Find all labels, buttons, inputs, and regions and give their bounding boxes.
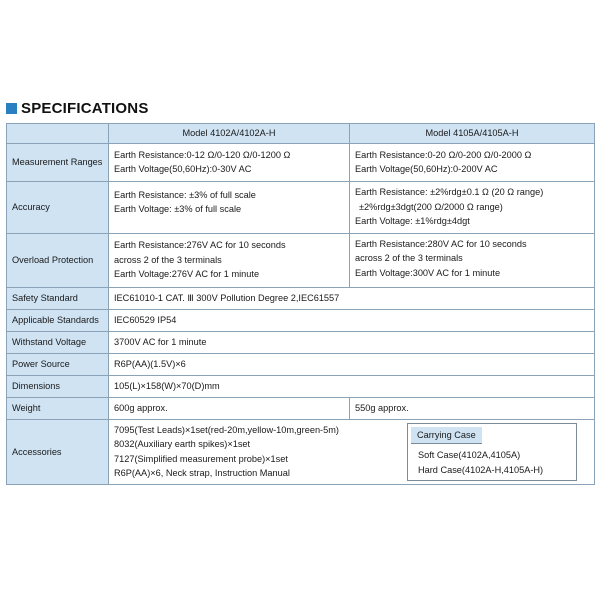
list-item: Soft Case(4102A,4105A) [418, 450, 521, 460]
value-line: across 2 of the 3 terminals [114, 254, 222, 265]
value-line: Earth Voltage: ±3% of full scale [114, 204, 242, 214]
value-line: Earth Voltage:276V AC for 1 minute [114, 269, 260, 280]
table-row [7, 375, 595, 397]
row-label: Accuracy [7, 181, 109, 233]
value-cell [109, 181, 350, 233]
list-item: R6P(AA)×6, Neck strap, Instruction Manual [114, 468, 290, 478]
value-line: Earth Resistance: ±3% of full scale [114, 189, 256, 200]
value-cell: R6P(AA)(1.5V)×6 [109, 353, 595, 375]
row-label: Power Source [7, 353, 109, 375]
value-cell: 550g approx. [350, 397, 595, 419]
value-line: Earth Resistance:276V AC for 10 seconds [114, 240, 286, 251]
value-line: Earth Voltage: ±1%rdg±4dgt [355, 216, 470, 227]
carrying-case-box [407, 423, 577, 482]
row-label: Dimensions [7, 375, 109, 397]
row-label: Safety Standard [7, 287, 109, 309]
heading-text: SPECIFICATIONS [21, 100, 149, 117]
value-cell: 105(L)×158(W)×70(D)mm [109, 375, 595, 397]
value-line: Earth Voltage(50,60Hz):0-200V AC [355, 164, 498, 174]
specifications-table [6, 123, 595, 485]
accessories-cell [109, 419, 595, 485]
value-cell: IEC60529 IP54 [109, 309, 595, 331]
value-cell [350, 143, 595, 181]
table-row [7, 419, 595, 485]
accessories-list [114, 423, 339, 481]
header-row [7, 124, 595, 144]
value-line: Earth Voltage:300V AC for 1 minute [355, 267, 501, 278]
value-cell [350, 181, 595, 233]
model-a-header: Model 4102A/4102A-H [109, 124, 350, 144]
row-label: Withstand Voltage [7, 331, 109, 353]
value-cell: IEC61010-1 CAT. Ⅲ 300V Pollution Degree 2,IEC61557 [109, 287, 595, 309]
row-label: Overload Protection [7, 233, 109, 287]
value-line: across 2 of the 3 terminals [355, 253, 463, 263]
header-blank [7, 124, 109, 144]
list-item: 8032(Auxiliary earth spikes)×1set [114, 439, 251, 449]
section-heading [6, 100, 149, 117]
value-cell: 600g approx. [109, 397, 350, 419]
value-cell: 3700V AC for 1 minute [109, 331, 595, 353]
value-line: ±2%rdg±3dgt(200 Ω/2000 Ω range) [359, 201, 503, 212]
table-row [7, 143, 595, 181]
list-item: 7127(Simplified measurement probe)×1set [114, 453, 288, 464]
heading-square-icon [6, 103, 17, 114]
model-b-header: Model 4105A/4105A-H [350, 124, 595, 144]
value-cell [109, 233, 350, 287]
value-line: Earth Resistance:280V AC for 10 seconds [355, 238, 527, 249]
table-row [7, 397, 595, 419]
list-item: 7095(Test Leads)×1set(red-20m,yellow-10m,green-5m) [114, 424, 339, 435]
row-label: Weight [7, 397, 109, 419]
value-line: Earth Resistance:0-20 Ω/0-200 Ω/0-2000 Ω [355, 149, 532, 160]
value-line: Earth Resistance:0-12 Ω/0-120 Ω/0-1200 Ω [114, 149, 291, 160]
value-line: Earth Resistance: ±2%rdg±0.1 Ω (20 Ω range) [355, 187, 544, 198]
value-line: Earth Voltage(50,60Hz):0-30V AC [114, 164, 252, 174]
table-row [7, 287, 595, 309]
row-label: Measurement Ranges [7, 143, 109, 181]
carrying-case-title: Carrying Case [411, 427, 482, 445]
value-cell [350, 233, 595, 287]
table-row [7, 309, 595, 331]
row-label: Accessories [7, 419, 109, 485]
row-label: Applicable Standards [7, 309, 109, 331]
table-row [7, 331, 595, 353]
list-item: Hard Case(4102A-H,4105A-H) [418, 464, 544, 475]
table-row [7, 233, 595, 287]
table-row [7, 353, 595, 375]
table-row [7, 181, 595, 233]
value-cell [109, 143, 350, 181]
